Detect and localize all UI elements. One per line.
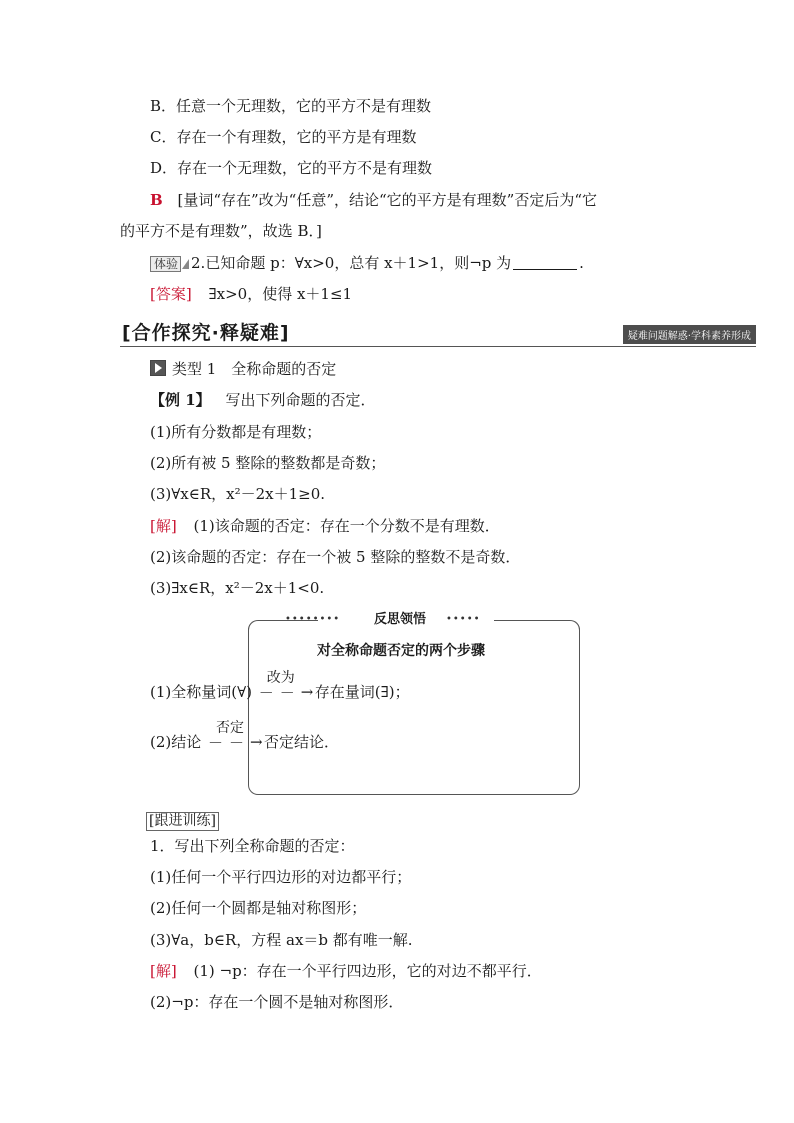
arrow-dash-icon: －－ [208,734,251,752]
arrow-dash-icon: －－ [258,684,301,702]
step-2-after: 否定结论． [264,733,340,751]
arrow-right-icon: → [300,683,314,701]
solution-2-text-1: (1) ¬p：存在一个平行四边形，它的对边不都平行． [193,962,542,980]
option-c: C．存在一个有理数，它的平方是有理数 [150,128,417,146]
practice-item-1: (1)任何一个平行四边形的对边都平行； [150,868,412,886]
example-prompt-line [150,390,375,410]
section-header [120,316,756,347]
reflection-heading: 对全称命题否定的两个步骤 [317,643,485,659]
step-1-after: 存在量词(∃)； [314,683,410,701]
example-label: 【例 1】 [150,391,211,409]
step-2-arrow [206,720,264,752]
section-title: [合作探究·释疑难] [122,322,290,344]
solution-2-label: [解] [150,962,177,980]
section-tag: 疑难问题解惑·学科素养形成 [623,325,756,344]
practice-prompt: 1．写出下列全称命题的否定： [150,837,355,855]
type-heading [150,359,336,379]
solution-2-line-2: (2)¬p：存在一个圆不是轴对称图形． [150,993,404,1011]
solution-2-line-1 [150,961,542,981]
example-item-1: (1)所有分数都是有理数； [150,423,322,441]
step-2-arrow-label: 否定 [216,720,245,736]
answer-2-text: ∃x>0，使得 x＋1≤1 [208,285,353,303]
reflection-dots-left: •••••••• [285,614,341,625]
answer-1-line-2: 的平方不是有理数”，故选 B．] [120,222,322,240]
option-b: B．任意一个无理数，它的平方不是有理数 [150,97,432,115]
solution-1-line-2: (2)该命题的否定：存在一个被 5 整除的整数不是奇数． [150,548,521,566]
answer-label: [答案] [150,285,192,303]
badge-corner-icon [182,259,189,269]
answer-blank [513,254,577,270]
example-item-2: (2)所有被 5 整除的整数都是奇数； [150,454,386,472]
reflection-dots-right: ••••• [446,614,481,625]
answer-1-line-1 [150,190,597,210]
answer-2-line [150,284,352,304]
option-d: D．存在一个无理数，它的平方不是有理数 [150,159,433,177]
tiyan-question-end: . [579,254,584,272]
reflection-step-2 [150,720,340,752]
play-icon [150,360,166,376]
tiyan-badge: 体验 [150,256,181,272]
example-prompt: 写出下列命题的否定． [225,391,376,409]
arrow-right-icon: → [250,733,263,751]
tiyan-line [150,253,584,273]
step-2-before: (2)结论 [150,733,202,751]
step-1-arrow-label: 改为 [266,670,295,686]
step-1-before: (1)全称量词(∀) [150,683,253,701]
practice-label: [跟进训练] [146,812,219,831]
solution-1-line-1 [150,516,500,536]
step-1-arrow [257,670,315,702]
solution-1-line-3: (3)∃x∈R，x²－2x＋1<0. [150,579,325,597]
solution-label: [解] [150,517,177,535]
practice-item-3: (3)∀a，b∈R，方程 ax＝b 都有唯一解. [150,931,413,949]
type-label: 类型 1 全称命题的否定 [172,360,337,378]
example-item-3: (3)∀x∈R，x²－2x＋1≥0. [150,485,326,503]
reflection-step-1 [150,670,410,702]
tiyan-question: 2.已知命题 p：∀x>0，总有 x＋1>1，则¬p 为 [191,254,512,272]
reflection-label: 反思领悟 [374,612,427,627]
answer-explanation: [量词“存在”改为“任意”，结论“它的平方是有理数”否定后为“它 [177,191,598,209]
answer-letter: B [150,191,163,209]
practice-item-2: (2)任何一个圆都是轴对称图形； [150,899,367,917]
solution-1-text-1: (1)该命题的否定：存在一个分数不是有理数． [193,517,500,535]
practice-label-line [146,810,219,831]
